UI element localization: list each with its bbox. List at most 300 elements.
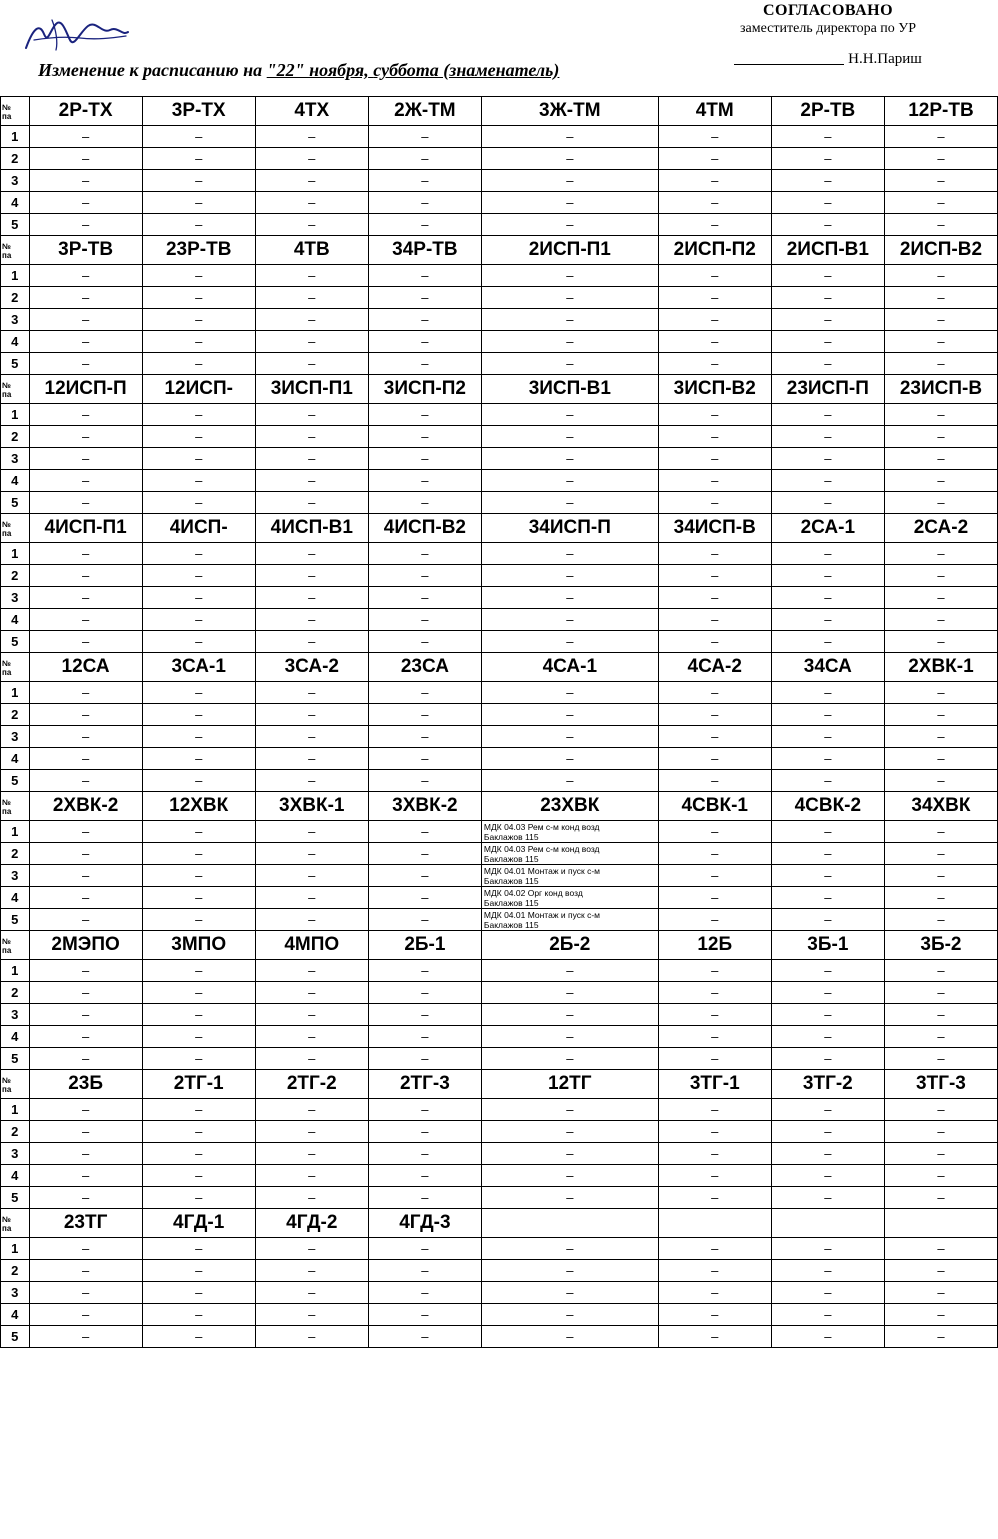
empty-lesson-cell: –: [368, 214, 481, 236]
table-row: [1, 287, 998, 309]
empty-lesson-cell: –: [658, 287, 771, 309]
empty-lesson-cell: –: [481, 331, 658, 353]
group-name-cell: 34СА: [771, 653, 884, 682]
empty-lesson-cell: –: [481, 309, 658, 331]
empty-lesson-cell: –: [29, 1026, 142, 1048]
empty-lesson-cell: –: [658, 126, 771, 148]
row-number-cell: 1: [1, 1238, 30, 1260]
group-name-cell: 34ХВК: [884, 792, 997, 821]
table-row: [1, 331, 998, 353]
row-number-cell: 4: [1, 331, 30, 353]
row-number-cell: 1: [1, 1099, 30, 1121]
group-name-cell: 23Б: [29, 1070, 142, 1099]
empty-lesson-cell: –: [481, 565, 658, 587]
table-row: [1, 682, 998, 704]
table-row: [1, 631, 998, 653]
empty-lesson-cell: –: [368, 1187, 481, 1209]
empty-lesson-cell: –: [142, 1048, 255, 1070]
empty-lesson-cell: –: [884, 770, 997, 792]
empty-lesson-cell: –: [771, 609, 884, 631]
group-name-cell: 4СА-1: [481, 653, 658, 682]
empty-lesson-cell: –: [658, 1238, 771, 1260]
table-row: [1, 1187, 998, 1209]
empty-lesson-cell: –: [29, 1282, 142, 1304]
empty-lesson-cell: –: [771, 1048, 884, 1070]
empty-lesson-cell: –: [658, 565, 771, 587]
empty-lesson-cell: –: [884, 214, 997, 236]
row-number-cell: 2: [1, 565, 30, 587]
empty-lesson-cell: –: [771, 1187, 884, 1209]
empty-lesson-cell: –: [771, 821, 884, 843]
table-row: [1, 170, 998, 192]
empty-lesson-cell: –: [368, 353, 481, 375]
empty-lesson-cell: –: [142, 287, 255, 309]
group-header-row: [1, 375, 998, 404]
empty-lesson-cell: –: [255, 1121, 368, 1143]
empty-lesson-cell: –: [29, 148, 142, 170]
group-header-row: [1, 1209, 998, 1238]
empty-lesson-cell: –: [255, 1143, 368, 1165]
empty-lesson-cell: –: [29, 492, 142, 514]
row-number-cell: 5: [1, 214, 30, 236]
row-number-cell: 3: [1, 587, 30, 609]
empty-lesson-cell: –: [658, 960, 771, 982]
empty-lesson-cell: –: [29, 353, 142, 375]
table-row: [1, 1048, 998, 1070]
row-number-cell: 1: [1, 404, 30, 426]
empty-lesson-cell: –: [771, 492, 884, 514]
empty-lesson-cell: –: [142, 331, 255, 353]
empty-lesson-cell: –: [142, 843, 255, 865]
empty-lesson-cell: –: [884, 492, 997, 514]
group-name-cell: 34ИСП-П: [481, 514, 658, 543]
empty-lesson-cell: –: [29, 982, 142, 1004]
group-name-cell: 2ИСП-П2: [658, 236, 771, 265]
empty-lesson-cell: –: [884, 565, 997, 587]
empty-lesson-cell: –: [771, 126, 884, 148]
group-name-cell: 2ХВК-2: [29, 792, 142, 821]
table-row: [1, 726, 998, 748]
empty-lesson-cell: –: [368, 1004, 481, 1026]
empty-lesson-cell: –: [658, 726, 771, 748]
table-row: [1, 1099, 998, 1121]
table-row: [1, 214, 998, 236]
group-name-cell: 3СА-1: [142, 653, 255, 682]
empty-lesson-cell: –: [658, 1026, 771, 1048]
row-label-header: № па: [1, 1070, 30, 1099]
group-name-cell: 23Р-ТВ: [142, 236, 255, 265]
row-number-cell: 5: [1, 1326, 30, 1348]
lesson-cell: [481, 909, 658, 931]
empty-lesson-cell: –: [884, 1004, 997, 1026]
empty-lesson-cell: –: [658, 704, 771, 726]
empty-lesson-cell: –: [658, 426, 771, 448]
group-header-row: [1, 792, 998, 821]
empty-group-cell: [884, 1209, 997, 1238]
table-row: [1, 1026, 998, 1048]
empty-lesson-cell: –: [368, 587, 481, 609]
empty-lesson-cell: –: [255, 470, 368, 492]
empty-lesson-cell: –: [884, 192, 997, 214]
empty-lesson-cell: –: [658, 887, 771, 909]
group-name-cell: 4ГД-2: [255, 1209, 368, 1238]
row-number-cell: 5: [1, 492, 30, 514]
empty-lesson-cell: –: [481, 426, 658, 448]
empty-lesson-cell: –: [368, 448, 481, 470]
empty-lesson-cell: –: [658, 682, 771, 704]
group-header-row: [1, 236, 998, 265]
group-name-cell: 12ХВК: [142, 792, 255, 821]
empty-lesson-cell: –: [771, 1304, 884, 1326]
empty-lesson-cell: –: [481, 982, 658, 1004]
group-name-cell: 3ИСП-В1: [481, 375, 658, 404]
empty-lesson-cell: –: [368, 170, 481, 192]
empty-lesson-cell: –: [255, 192, 368, 214]
empty-lesson-cell: –: [255, 1165, 368, 1187]
empty-lesson-cell: –: [771, 565, 884, 587]
group-name-cell: 23СА: [368, 653, 481, 682]
empty-lesson-cell: –: [255, 770, 368, 792]
empty-lesson-cell: –: [658, 1326, 771, 1348]
empty-lesson-cell: –: [142, 887, 255, 909]
empty-lesson-cell: –: [142, 126, 255, 148]
empty-lesson-cell: –: [29, 448, 142, 470]
group-name-cell: 2Р-ТВ: [771, 97, 884, 126]
empty-lesson-cell: –: [481, 1187, 658, 1209]
approval-signature-line: [678, 51, 978, 68]
empty-lesson-cell: –: [884, 821, 997, 843]
row-label-header: № па: [1, 97, 30, 126]
empty-lesson-cell: –: [884, 448, 997, 470]
row-number-cell: 3: [1, 309, 30, 331]
lesson-subject: МДК 04.03 Рем с-м конд возд: [483, 821, 600, 832]
empty-lesson-cell: –: [771, 887, 884, 909]
empty-lesson-cell: –: [255, 887, 368, 909]
empty-lesson-cell: –: [29, 192, 142, 214]
empty-lesson-cell: –: [481, 148, 658, 170]
empty-lesson-cell: –: [658, 1282, 771, 1304]
row-number-cell: 5: [1, 909, 30, 931]
empty-lesson-cell: –: [29, 543, 142, 565]
empty-lesson-cell: –: [481, 1099, 658, 1121]
group-name-cell: 34ИСП-В: [658, 514, 771, 543]
group-name-cell: 3ТГ-1: [658, 1070, 771, 1099]
group-name-cell: 12ИСП-: [142, 375, 255, 404]
empty-lesson-cell: –: [255, 960, 368, 982]
empty-lesson-cell: –: [142, 960, 255, 982]
empty-lesson-cell: –: [658, 821, 771, 843]
empty-lesson-cell: –: [884, 682, 997, 704]
empty-lesson-cell: –: [368, 1048, 481, 1070]
empty-lesson-cell: –: [884, 287, 997, 309]
lesson-subject: МДК 04.03 Рем с-м конд возд: [483, 843, 600, 854]
empty-lesson-cell: –: [884, 587, 997, 609]
empty-lesson-cell: –: [481, 587, 658, 609]
title-suffix: суббота (знаменатель): [373, 60, 560, 80]
empty-lesson-cell: –: [255, 1187, 368, 1209]
row-number-cell: 2: [1, 1121, 30, 1143]
group-name-cell: 12СА: [29, 653, 142, 682]
empty-lesson-cell: –: [658, 1121, 771, 1143]
empty-lesson-cell: –: [142, 192, 255, 214]
empty-lesson-cell: –: [368, 1326, 481, 1348]
empty-lesson-cell: –: [771, 1099, 884, 1121]
signature-underline: [734, 63, 844, 65]
empty-lesson-cell: –: [142, 1260, 255, 1282]
table-row: [1, 770, 998, 792]
lesson-teacher-room: Баклажов 115: [483, 853, 539, 864]
empty-lesson-cell: –: [29, 887, 142, 909]
empty-lesson-cell: –: [884, 543, 997, 565]
empty-lesson-cell: –: [255, 1304, 368, 1326]
empty-lesson-cell: –: [368, 404, 481, 426]
table-row: [1, 353, 998, 375]
empty-lesson-cell: –: [368, 543, 481, 565]
empty-lesson-cell: –: [142, 448, 255, 470]
empty-lesson-cell: –: [658, 1143, 771, 1165]
empty-lesson-cell: –: [255, 726, 368, 748]
empty-lesson-cell: –: [255, 309, 368, 331]
table-row: [1, 543, 998, 565]
empty-lesson-cell: –: [142, 214, 255, 236]
group-name-cell: 2Б-1: [368, 931, 481, 960]
table-row: [1, 704, 998, 726]
empty-lesson-cell: –: [29, 1165, 142, 1187]
empty-lesson-cell: –: [771, 426, 884, 448]
empty-lesson-cell: –: [481, 353, 658, 375]
group-name-cell: 12Б: [658, 931, 771, 960]
empty-lesson-cell: –: [658, 631, 771, 653]
table-row: [1, 843, 998, 865]
empty-lesson-cell: –: [142, 1165, 255, 1187]
row-number-cell: 3: [1, 170, 30, 192]
empty-lesson-cell: –: [255, 543, 368, 565]
empty-lesson-cell: –: [368, 609, 481, 631]
row-number-cell: 4: [1, 1165, 30, 1187]
row-number-cell: 4: [1, 1304, 30, 1326]
empty-lesson-cell: –: [771, 631, 884, 653]
group-name-cell: 2Р-ТХ: [29, 97, 142, 126]
empty-lesson-cell: –: [255, 565, 368, 587]
empty-lesson-cell: –: [771, 704, 884, 726]
empty-lesson-cell: –: [142, 865, 255, 887]
empty-lesson-cell: –: [481, 126, 658, 148]
empty-lesson-cell: –: [884, 353, 997, 375]
empty-lesson-cell: –: [884, 843, 997, 865]
row-number-cell: 3: [1, 726, 30, 748]
empty-lesson-cell: –: [142, 404, 255, 426]
empty-lesson-cell: –: [368, 1238, 481, 1260]
empty-lesson-cell: –: [255, 170, 368, 192]
lesson-subject: МДК 04.01 Монтаж и пуск с-м: [483, 909, 600, 920]
empty-lesson-cell: –: [142, 821, 255, 843]
empty-lesson-cell: –: [884, 609, 997, 631]
row-number-cell: 3: [1, 865, 30, 887]
empty-lesson-cell: –: [255, 404, 368, 426]
group-name-cell: 3СА-2: [255, 653, 368, 682]
group-name-cell: 23ТГ: [29, 1209, 142, 1238]
empty-lesson-cell: –: [368, 748, 481, 770]
empty-lesson-cell: –: [368, 770, 481, 792]
empty-lesson-cell: –: [29, 1238, 142, 1260]
empty-lesson-cell: –: [771, 1165, 884, 1187]
empty-lesson-cell: –: [481, 265, 658, 287]
group-name-cell: 4ТВ: [255, 236, 368, 265]
empty-lesson-cell: –: [771, 170, 884, 192]
group-name-cell: 3ИСП-В2: [658, 375, 771, 404]
lesson-cell: [481, 821, 658, 843]
empty-lesson-cell: –: [658, 492, 771, 514]
empty-lesson-cell: –: [771, 148, 884, 170]
row-number-cell: 4: [1, 887, 30, 909]
empty-lesson-cell: –: [142, 1099, 255, 1121]
row-number-cell: 1: [1, 265, 30, 287]
table-row: [1, 265, 998, 287]
empty-lesson-cell: –: [29, 214, 142, 236]
empty-lesson-cell: –: [771, 448, 884, 470]
group-header-row: [1, 97, 998, 126]
page-title: [38, 60, 559, 81]
group-name-cell: 2ИСП-П1: [481, 236, 658, 265]
empty-lesson-cell: –: [658, 404, 771, 426]
empty-lesson-cell: –: [29, 1004, 142, 1026]
group-name-cell: 23ХВК: [481, 792, 658, 821]
empty-lesson-cell: –: [884, 1121, 997, 1143]
group-name-cell: 2Б-2: [481, 931, 658, 960]
empty-lesson-cell: –: [771, 982, 884, 1004]
empty-lesson-cell: –: [255, 821, 368, 843]
group-name-cell: 2СА-1: [771, 514, 884, 543]
empty-lesson-cell: –: [771, 287, 884, 309]
empty-lesson-cell: –: [884, 1326, 997, 1348]
group-name-cell: 3Б-1: [771, 931, 884, 960]
table-row: [1, 126, 998, 148]
empty-lesson-cell: –: [255, 287, 368, 309]
lesson-teacher-room: Баклажов 115: [483, 897, 539, 908]
empty-lesson-cell: –: [255, 1026, 368, 1048]
empty-lesson-cell: –: [29, 265, 142, 287]
empty-lesson-cell: –: [481, 726, 658, 748]
empty-lesson-cell: –: [29, 631, 142, 653]
empty-lesson-cell: –: [368, 960, 481, 982]
table-row: [1, 609, 998, 631]
group-name-cell: 2Ж-ТМ: [368, 97, 481, 126]
empty-lesson-cell: –: [658, 448, 771, 470]
empty-lesson-cell: –: [481, 492, 658, 514]
empty-lesson-cell: –: [29, 770, 142, 792]
approval-label: СОГЛАСОВАНО: [762, 2, 894, 19]
handwritten-signature-icon: [22, 18, 132, 52]
empty-lesson-cell: –: [658, 470, 771, 492]
row-number-cell: 5: [1, 631, 30, 653]
empty-lesson-cell: –: [368, 1026, 481, 1048]
group-name-cell: 23ИСП-П: [771, 375, 884, 404]
group-name-cell: 4СВК-2: [771, 792, 884, 821]
empty-lesson-cell: –: [255, 1238, 368, 1260]
table-row: [1, 865, 998, 887]
empty-lesson-cell: –: [142, 543, 255, 565]
row-label-header: № па: [1, 931, 30, 960]
group-name-cell: 4ТМ: [658, 97, 771, 126]
empty-lesson-cell: –: [481, 543, 658, 565]
row-number-cell: 1: [1, 126, 30, 148]
empty-lesson-cell: –: [29, 1326, 142, 1348]
empty-lesson-cell: –: [29, 470, 142, 492]
lesson-cell: [481, 843, 658, 865]
empty-lesson-cell: –: [481, 1026, 658, 1048]
empty-lesson-cell: –: [771, 214, 884, 236]
empty-lesson-cell: –: [255, 1048, 368, 1070]
row-number-cell: 5: [1, 1187, 30, 1209]
lesson-cell: [481, 887, 658, 909]
empty-lesson-cell: –: [368, 565, 481, 587]
empty-lesson-cell: –: [368, 1165, 481, 1187]
empty-lesson-cell: –: [142, 170, 255, 192]
empty-lesson-cell: –: [142, 148, 255, 170]
table-row: [1, 1121, 998, 1143]
table-row: [1, 887, 998, 909]
empty-lesson-cell: –: [29, 748, 142, 770]
empty-lesson-cell: –: [255, 331, 368, 353]
empty-lesson-cell: –: [771, 770, 884, 792]
empty-lesson-cell: –: [29, 682, 142, 704]
empty-lesson-cell: –: [771, 960, 884, 982]
empty-lesson-cell: –: [368, 265, 481, 287]
empty-lesson-cell: –: [771, 1121, 884, 1143]
group-name-cell: 3ХВК-2: [368, 792, 481, 821]
table-row: [1, 565, 998, 587]
table-row: [1, 448, 998, 470]
empty-lesson-cell: –: [771, 748, 884, 770]
empty-lesson-cell: –: [884, 404, 997, 426]
empty-lesson-cell: –: [481, 1048, 658, 1070]
empty-lesson-cell: –: [29, 909, 142, 931]
empty-lesson-cell: –: [658, 1165, 771, 1187]
document-header: [0, 0, 998, 96]
table-row: [1, 426, 998, 448]
empty-lesson-cell: –: [368, 682, 481, 704]
empty-lesson-cell: –: [884, 265, 997, 287]
empty-lesson-cell: –: [658, 1304, 771, 1326]
group-name-cell: 3ТГ-2: [771, 1070, 884, 1099]
group-name-cell: 2МЭПО: [29, 931, 142, 960]
empty-lesson-cell: –: [368, 821, 481, 843]
empty-lesson-cell: –: [368, 982, 481, 1004]
row-label-header: № па: [1, 1209, 30, 1238]
empty-lesson-cell: –: [255, 148, 368, 170]
empty-lesson-cell: –: [481, 1304, 658, 1326]
table-row: [1, 492, 998, 514]
empty-lesson-cell: –: [29, 821, 142, 843]
row-number-cell: 4: [1, 192, 30, 214]
empty-lesson-cell: –: [771, 404, 884, 426]
empty-group-cell: [481, 1209, 658, 1238]
empty-lesson-cell: –: [29, 309, 142, 331]
empty-lesson-cell: –: [658, 148, 771, 170]
empty-lesson-cell: –: [255, 1099, 368, 1121]
empty-lesson-cell: –: [368, 1304, 481, 1326]
empty-lesson-cell: –: [884, 126, 997, 148]
empty-lesson-cell: –: [481, 170, 658, 192]
empty-lesson-cell: –: [884, 1099, 997, 1121]
empty-lesson-cell: –: [481, 1260, 658, 1282]
empty-lesson-cell: –: [29, 287, 142, 309]
empty-lesson-cell: –: [884, 1187, 997, 1209]
approval-position: заместитель директора по УР: [740, 21, 916, 36]
empty-lesson-cell: –: [771, 1004, 884, 1026]
empty-lesson-cell: –: [255, 1004, 368, 1026]
empty-lesson-cell: –: [658, 748, 771, 770]
